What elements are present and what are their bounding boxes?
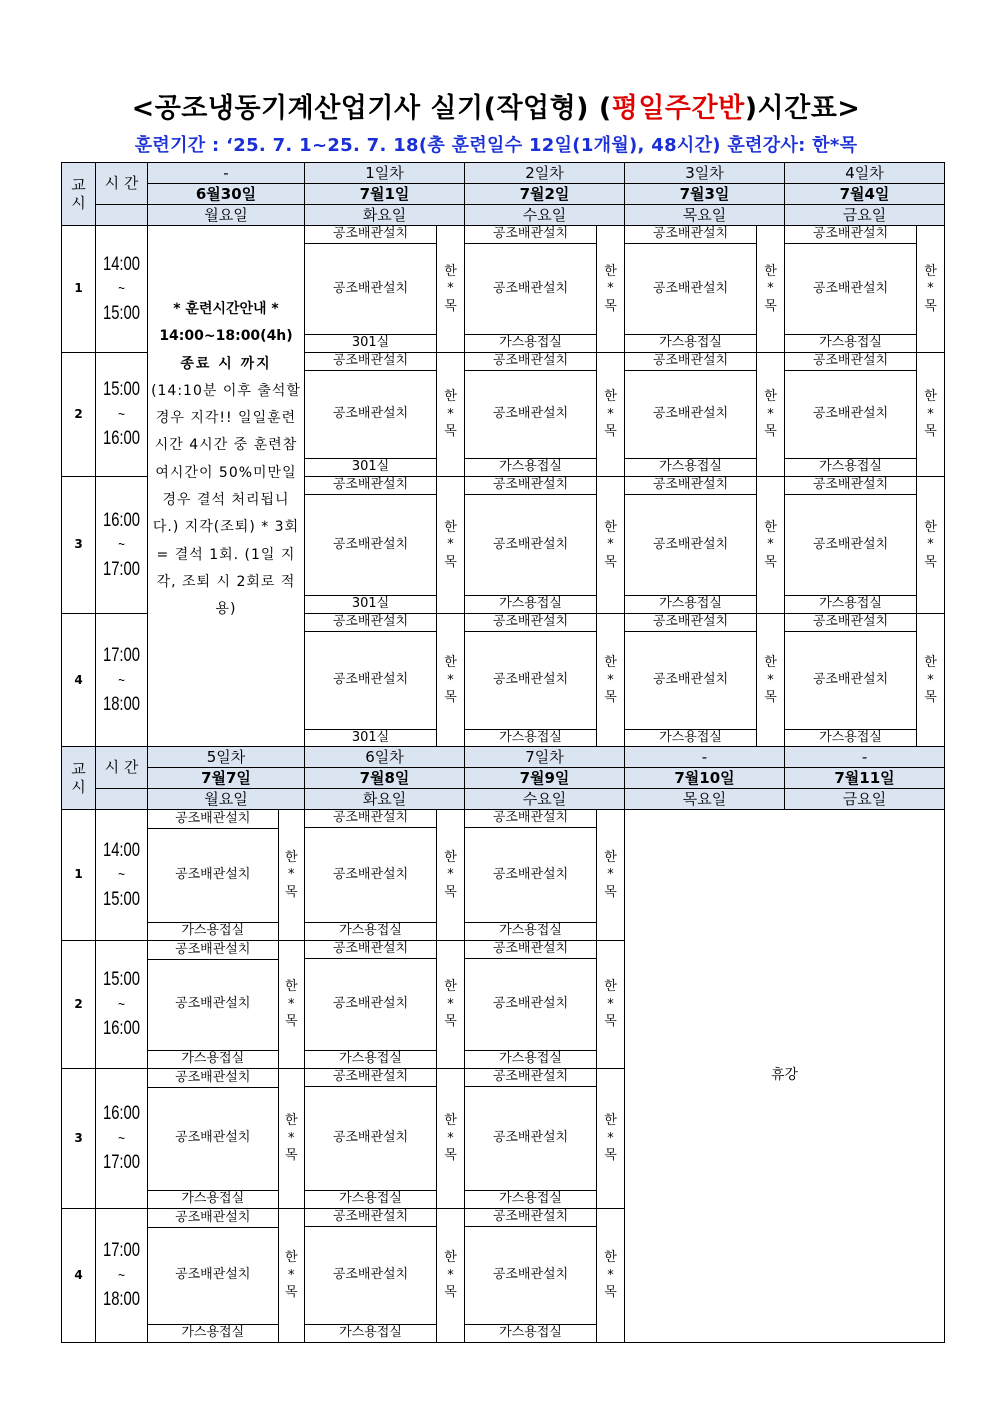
- period-start: 14:00: [102, 253, 141, 275]
- instructor-line: *: [288, 867, 295, 883]
- instructor-cell: [917, 353, 945, 477]
- day-weekday: 목요일: [625, 205, 785, 226]
- room-label: 301실: [305, 458, 437, 476]
- day-number: -: [625, 747, 785, 768]
- instructor-line: 한: [444, 263, 457, 279]
- instructor-line: *: [447, 537, 454, 553]
- instructor-line: 목: [444, 884, 457, 900]
- day-weekday: 수요일: [465, 789, 625, 810]
- course-title: 공조배관설치: [625, 614, 757, 632]
- instructor-line: 목: [284, 1148, 298, 1164]
- period-end: 15:00: [102, 302, 141, 324]
- instructor-cell: [757, 477, 785, 614]
- course-name: 공조배관설치: [465, 1087, 597, 1191]
- period-number: 3: [62, 477, 96, 614]
- period-number: 2: [62, 941, 96, 1069]
- course-name: 공조배관설치: [465, 959, 597, 1051]
- instructor-cell: [437, 614, 465, 748]
- instructor-line: *: [607, 867, 614, 883]
- instructor-line: 목: [444, 1014, 457, 1030]
- instructor-cell: [278, 810, 304, 940]
- room-label: 가스용접실: [625, 595, 757, 613]
- instructor-line: 한: [604, 1250, 617, 1266]
- instructor-cell: [917, 614, 945, 748]
- course-title: 공조배관설치: [465, 226, 597, 244]
- instructor-line: 한: [604, 655, 617, 671]
- training-period-subtitle: 훈련기간 : ‘25. 7. 1~25. 7. 18(총 훈련일수 12일(1개월), 48시간) 훈련강사: 한*목: [134, 135, 858, 156]
- course-name: 공조배관설치: [305, 828, 437, 923]
- course-title: 공조배관설치: [305, 810, 437, 828]
- instructor-line: *: [767, 406, 774, 422]
- course-title: 공조배관설치: [625, 353, 757, 371]
- room-label: 가스용접실: [465, 729, 597, 747]
- day-number: 7일차: [465, 747, 625, 768]
- instructor-cell: [757, 353, 785, 477]
- period-start: 16:00: [102, 1103, 141, 1125]
- period-end: 16:00: [102, 428, 141, 450]
- period-start: 17:00: [102, 1240, 141, 1262]
- period-dash: ~: [118, 866, 125, 884]
- day-weekday: 월요일: [148, 205, 305, 226]
- instructor-line: *: [607, 1130, 614, 1146]
- course-name: 공조배관설치: [148, 1087, 278, 1190]
- period-end: 17:00: [102, 1152, 141, 1174]
- day-weekday: 월요일: [148, 789, 305, 810]
- time-header: 시 간: [96, 747, 148, 789]
- room-label: 가스용접실: [465, 458, 597, 476]
- instructor-cell: [597, 1209, 625, 1343]
- period-time: [96, 1069, 148, 1209]
- holiday-cell: 휴강: [625, 810, 945, 1343]
- week1-schedule: [61, 162, 937, 748]
- instructor-cell: [597, 226, 625, 353]
- period-dash: ~: [118, 995, 125, 1013]
- instructor-line: 한: [924, 263, 937, 279]
- period-number: 1: [62, 810, 96, 941]
- instructor-line: 목: [924, 298, 937, 314]
- notice-hours: 14:00~18:00(4h): [159, 328, 293, 345]
- day5-cell: [148, 941, 305, 1069]
- room-label: 가스용접실: [625, 334, 757, 352]
- course-name: 공조배관설치: [785, 632, 917, 730]
- instructor-line: 한: [604, 849, 617, 865]
- course-title: 공조배관설치: [465, 353, 597, 371]
- instructor-line: *: [447, 996, 454, 1012]
- room-label: 가스용접실: [465, 1190, 597, 1208]
- instructor-line: *: [447, 1130, 454, 1146]
- course-name: 공조배관설치: [465, 1227, 597, 1325]
- title-highlight: 평일주간반: [611, 93, 745, 124]
- room-label: 가스용접실: [465, 334, 597, 352]
- room-label: 가스용접실: [465, 922, 597, 940]
- room-label: 가스용접실: [148, 1190, 278, 1208]
- instructor-line: 한: [284, 1113, 298, 1129]
- instructor-line: 한: [924, 655, 937, 671]
- room-label: 가스용접실: [625, 458, 757, 476]
- course-title: 공조배관설치: [785, 477, 917, 495]
- course-name: 공조배관설치: [785, 495, 917, 596]
- day-number: 3일차: [625, 163, 785, 184]
- instructor-cell: [597, 1069, 625, 1209]
- course-name: 공조배관설치: [465, 495, 597, 596]
- day5-cell: [148, 1069, 305, 1209]
- instructor-cell: [437, 810, 465, 941]
- instructor-line: 한: [444, 849, 457, 865]
- instructor-line: 한: [764, 389, 777, 405]
- course-name: 공조배관설치: [305, 495, 437, 596]
- instructor-cell: [597, 614, 625, 748]
- training-notice: [148, 226, 305, 748]
- day-weekday: 화요일: [305, 789, 465, 810]
- period-dash: ~: [118, 405, 125, 423]
- time-header-blank: [96, 789, 148, 810]
- course-title: 공조배관설치: [305, 226, 437, 244]
- instructor-line: 목: [924, 554, 937, 570]
- course-title: 공조배관설치: [305, 1069, 437, 1087]
- period-dash: ~: [118, 671, 125, 689]
- notice-body: (14:10분 이후 출석할 경우 지각!! 일일훈련시간 4시간 중 훈련참여시간이 50%미만일 경우 결석 처리됩니다.) 지각(조퇴) * 3회 = 결석 1회. (1일 지각, 조퇴 시 2회로 적용): [151, 382, 301, 618]
- period-time: [96, 1209, 148, 1343]
- instructor-line: 한: [284, 979, 298, 995]
- instructor-cell: [917, 477, 945, 614]
- instructor-line: 한: [284, 1250, 298, 1266]
- course-title: 공조배관설치: [305, 1209, 437, 1227]
- period-start: 15:00: [102, 969, 141, 991]
- instructor-cell: [757, 226, 785, 353]
- instructor-line: 한: [444, 1250, 457, 1266]
- day-date: 7월10일: [625, 768, 785, 789]
- instructor-line: 목: [604, 554, 617, 570]
- instructor-line: *: [607, 537, 614, 553]
- course-title: 공조배관설치: [305, 614, 437, 632]
- course-name: 공조배관설치: [785, 371, 917, 459]
- period-number: 4: [62, 614, 96, 748]
- day5-cell: [148, 810, 305, 941]
- instructor-line: *: [447, 406, 454, 422]
- instructor-line: *: [767, 281, 774, 297]
- period-time: [96, 353, 148, 477]
- instructor-line: 한: [604, 979, 617, 995]
- gyosi-header: 교시: [62, 163, 96, 226]
- day-number: 4일차: [785, 163, 945, 184]
- room-label: 가스용접실: [785, 595, 917, 613]
- course-title: 공조배관설치: [465, 1209, 597, 1227]
- instructor-line: *: [607, 672, 614, 688]
- title-suffix: )시간표>: [744, 93, 861, 124]
- day-weekday: 화요일: [305, 205, 465, 226]
- period-time: [96, 941, 148, 1069]
- instructor-line: 목: [284, 1014, 298, 1030]
- period-start: 15:00: [102, 379, 141, 401]
- room-label: 가스용접실: [785, 334, 917, 352]
- course-name: 공조배관설치: [625, 632, 757, 730]
- room-label: 가스용접실: [148, 922, 278, 940]
- period-number: 1: [62, 226, 96, 353]
- day-number: 1일차: [305, 163, 465, 184]
- day5-cell: [148, 1209, 305, 1343]
- instructor-line: *: [607, 1267, 614, 1283]
- instructor-cell: [437, 353, 465, 477]
- instructor-line: 목: [924, 424, 937, 440]
- course-name: 공조배관설치: [625, 495, 757, 596]
- day-date: 7월2일: [465, 184, 625, 205]
- room-label: 301실: [305, 334, 437, 352]
- gyosi-header: 교시: [62, 747, 96, 810]
- course-name: 공조배관설치: [305, 1087, 437, 1191]
- course-name: 공조배관설치: [465, 371, 597, 459]
- instructor-line: 목: [604, 1014, 617, 1030]
- instructor-line: 한: [444, 1113, 457, 1129]
- instructor-line: 목: [764, 554, 777, 570]
- instructor-line: 목: [604, 1285, 617, 1301]
- course-name: 공조배관설치: [305, 959, 437, 1051]
- room-label: 가스용접실: [625, 729, 757, 747]
- room-label: 가스용접실: [148, 1324, 278, 1342]
- room-label: 가스용접실: [305, 1324, 437, 1342]
- room-label: 301실: [305, 595, 437, 613]
- instructor-cell: [437, 941, 465, 1069]
- room-label: 가스용접실: [305, 1190, 437, 1208]
- instructor-line: 목: [764, 298, 777, 314]
- course-name: 공조배관설치: [148, 959, 278, 1050]
- instructor-cell: [757, 614, 785, 748]
- course-title: 공조배관설치: [305, 477, 437, 495]
- course-name: 공조배관설치: [148, 1227, 278, 1324]
- period-dash: ~: [118, 280, 125, 298]
- instructor-line: 목: [924, 690, 937, 706]
- room-label: 가스용접실: [305, 922, 437, 940]
- instructor-line: 한: [444, 389, 457, 405]
- instructor-line: 한: [764, 263, 777, 279]
- instructor-line: 목: [444, 298, 457, 314]
- instructor-line: 한: [444, 979, 457, 995]
- day-number: -: [148, 163, 305, 184]
- page-title: [0, 86, 992, 125]
- instructor-cell: [597, 941, 625, 1069]
- instructor-line: 한: [284, 849, 298, 865]
- instructor-line: 한: [604, 263, 617, 279]
- instructor-line: *: [927, 672, 934, 688]
- instructor-line: 목: [444, 1285, 457, 1301]
- instructor-line: *: [288, 1267, 295, 1283]
- period-start: 17:00: [102, 645, 141, 667]
- instructor-line: *: [607, 406, 614, 422]
- instructor-line: 목: [444, 1148, 457, 1164]
- instructor-line: 목: [444, 554, 457, 570]
- course-name: 공조배관설치: [465, 244, 597, 335]
- instructor-cell: [597, 810, 625, 941]
- day-date: 7월11일: [785, 768, 945, 789]
- course-title: 공조배관설치: [465, 477, 597, 495]
- period-end: 15:00: [102, 888, 141, 910]
- period-start: 16:00: [102, 509, 141, 531]
- week2-schedule: [61, 746, 937, 1343]
- course-title: 공조배관설치: [465, 810, 597, 828]
- day-weekday: 금요일: [785, 205, 945, 226]
- time-header-blank: [96, 205, 148, 226]
- instructor-cell: [278, 1209, 304, 1342]
- room-label: 가스용접실: [785, 458, 917, 476]
- course-title: 공조배관설치: [305, 941, 437, 959]
- course-name: 공조배관설치: [148, 828, 278, 922]
- course-name: 공조배관설치: [465, 632, 597, 730]
- instructor-cell: [437, 1069, 465, 1209]
- period-end: 18:00: [102, 1289, 141, 1311]
- course-title: 공조배관설치: [465, 1069, 597, 1087]
- instructor-line: 목: [444, 690, 457, 706]
- course-title: 공조배관설치: [148, 1209, 278, 1227]
- instructor-line: 목: [444, 424, 457, 440]
- notice-until: 종료 시 까지: [180, 355, 272, 372]
- day-date: 7월3일: [625, 184, 785, 205]
- instructor-cell: [437, 226, 465, 353]
- period-time: [96, 226, 148, 353]
- instructor-line: 한: [604, 1113, 617, 1129]
- time-header: 시 간: [96, 163, 148, 205]
- day-weekday: 수요일: [465, 205, 625, 226]
- instructor-line: 한: [764, 519, 777, 535]
- period-number: 2: [62, 353, 96, 477]
- instructor-line: *: [767, 537, 774, 553]
- room-label: 가스용접실: [305, 1050, 437, 1068]
- day-date: 7월1일: [305, 184, 465, 205]
- course-name: 공조배관설치: [305, 371, 437, 459]
- course-title: 공조배관설치: [785, 226, 917, 244]
- instructor-line: 목: [284, 884, 298, 900]
- instructor-cell: [437, 1209, 465, 1343]
- course-title: 공조배관설치: [625, 477, 757, 495]
- course-name: 공조배관설치: [305, 632, 437, 730]
- period-end: 16:00: [102, 1018, 141, 1040]
- instructor-line: 목: [764, 424, 777, 440]
- instructor-line: 목: [604, 884, 617, 900]
- day-number: 5일차: [148, 747, 305, 768]
- room-label: 301실: [305, 729, 437, 747]
- notice-title: * 훈련시간안내 *: [173, 301, 279, 317]
- instructor-line: *: [447, 281, 454, 297]
- instructor-line: 한: [924, 389, 937, 405]
- course-title: 공조배관설치: [785, 614, 917, 632]
- day-number: 2일차: [465, 163, 625, 184]
- course-title: 공조배관설치: [148, 941, 278, 959]
- course-title: 공조배관설치: [785, 353, 917, 371]
- instructor-line: 목: [604, 424, 617, 440]
- course-name: 공조배관설치: [305, 1227, 437, 1325]
- instructor-line: 목: [604, 298, 617, 314]
- period-time: [96, 614, 148, 748]
- instructor-line: *: [288, 1130, 295, 1146]
- day-date: 7월8일: [305, 768, 465, 789]
- day-date: 7월7일: [148, 768, 305, 789]
- instructor-line: 한: [924, 519, 937, 535]
- period-number: 3: [62, 1069, 96, 1209]
- day-weekday: 금요일: [785, 789, 945, 810]
- instructor-line: *: [288, 996, 295, 1012]
- course-name: 공조배관설치: [625, 371, 757, 459]
- instructor-line: 한: [764, 655, 777, 671]
- course-name: 공조배관설치: [305, 244, 437, 335]
- instructor-line: *: [447, 867, 454, 883]
- instructor-cell: [597, 477, 625, 614]
- day-date: 7월4일: [785, 184, 945, 205]
- instructor-cell: [597, 353, 625, 477]
- day-date: 6월30일: [148, 184, 305, 205]
- course-title: 공조배관설치: [465, 614, 597, 632]
- room-label: 가스용접실: [148, 1050, 278, 1068]
- title-prefix: <공조냉동기계산업기사 실기(작업형) (: [131, 93, 612, 124]
- course-name: 공조배관설치: [465, 828, 597, 923]
- instructor-line: *: [767, 672, 774, 688]
- day-weekday: 목요일: [625, 789, 785, 810]
- period-dash: ~: [118, 536, 125, 554]
- period-number: 4: [62, 1209, 96, 1343]
- instructor-cell: [278, 941, 304, 1068]
- instructor-line: 목: [604, 690, 617, 706]
- room-label: 가스용접실: [465, 1324, 597, 1342]
- room-label: 가스용접실: [785, 729, 917, 747]
- course-title: 공조배관설치: [625, 226, 757, 244]
- period-time: [96, 810, 148, 941]
- instructor-line: *: [927, 406, 934, 422]
- period-time: [96, 477, 148, 614]
- period-end: 18:00: [102, 694, 141, 716]
- instructor-line: 목: [764, 690, 777, 706]
- instructor-line: 목: [604, 1148, 617, 1164]
- instructor-line: *: [927, 281, 934, 297]
- course-title: 공조배관설치: [148, 1069, 278, 1087]
- instructor-line: *: [607, 996, 614, 1012]
- instructor-line: *: [927, 537, 934, 553]
- course-name: 공조배관설치: [625, 244, 757, 335]
- period-dash: ~: [118, 1129, 125, 1147]
- instructor-line: *: [607, 281, 614, 297]
- period-dash: ~: [118, 1266, 125, 1284]
- room-label: 가스용접실: [465, 1050, 597, 1068]
- instructor-line: 한: [604, 389, 617, 405]
- instructor-cell: [437, 477, 465, 614]
- period-start: 14:00: [102, 839, 141, 861]
- course-title: 공조배관설치: [305, 353, 437, 371]
- instructor-cell: [917, 226, 945, 353]
- instructor-line: *: [447, 1267, 454, 1283]
- day-number: 6일차: [305, 747, 465, 768]
- instructor-line: 한: [604, 519, 617, 535]
- instructor-cell: [278, 1069, 304, 1208]
- course-name: 공조배관설치: [785, 244, 917, 335]
- instructor-line: 한: [444, 519, 457, 535]
- course-title: 공조배관설치: [465, 941, 597, 959]
- room-label: 가스용접실: [465, 595, 597, 613]
- course-title: 공조배관설치: [148, 810, 278, 828]
- instructor-line: 한: [444, 655, 457, 671]
- period-end: 17:00: [102, 558, 141, 580]
- day-date: 7월9일: [465, 768, 625, 789]
- instructor-line: 목: [284, 1285, 298, 1301]
- day-number: -: [785, 747, 945, 768]
- instructor-line: *: [447, 672, 454, 688]
